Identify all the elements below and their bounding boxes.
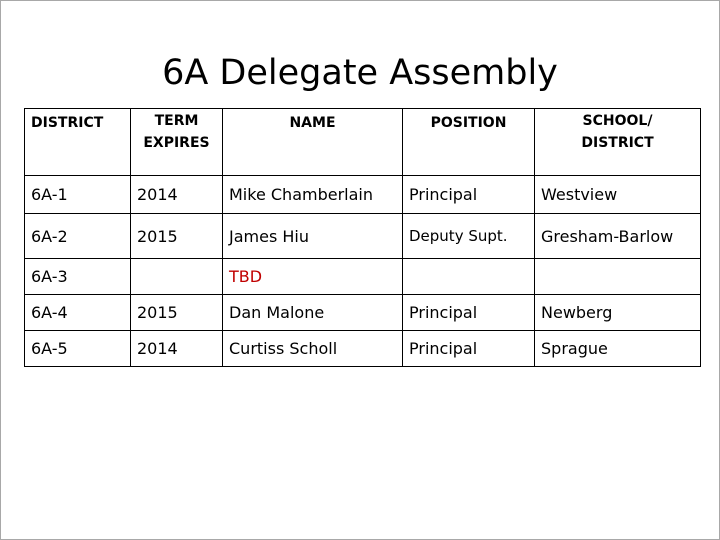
- cell-district: 6A-3: [25, 259, 131, 295]
- delegate-table: [24, 108, 701, 367]
- cell-school: Westview: [535, 176, 701, 214]
- table-row: [25, 259, 701, 295]
- cell-district: 6A-4: [25, 295, 131, 331]
- cell-school: Gresham-Barlow: [535, 214, 701, 259]
- cell-position: Principal: [403, 176, 535, 214]
- header-position: POSITION: [403, 109, 535, 176]
- cell-term: 2015: [131, 295, 223, 331]
- cell-position: Deputy Supt.: [403, 214, 535, 259]
- slide-title: 6A Delegate Assembly: [162, 53, 558, 93]
- table-row: [25, 331, 701, 367]
- header-term-expires: [131, 109, 223, 176]
- header-name: NAME: [223, 109, 403, 176]
- cell-name: Dan Malone: [223, 295, 403, 331]
- cell-name: Curtiss Scholl: [223, 331, 403, 367]
- header-school-line2: DISTRICT: [581, 135, 654, 151]
- header-school-district: [535, 109, 701, 176]
- cell-school: [535, 259, 701, 295]
- table-row: [25, 176, 701, 214]
- cell-district: 6A-2: [25, 214, 131, 259]
- table-row: [25, 214, 701, 259]
- header-school-line1: SCHOOL/: [582, 113, 653, 129]
- cell-term: 2014: [131, 176, 223, 214]
- cell-name: TBD: [223, 259, 403, 295]
- cell-term: 2014: [131, 331, 223, 367]
- cell-school: Newberg: [535, 295, 701, 331]
- cell-school: Sprague: [535, 331, 701, 367]
- cell-name: James Hiu: [223, 214, 403, 259]
- cell-position: Principal: [403, 331, 535, 367]
- cell-position: [403, 259, 535, 295]
- table-header-row: [25, 109, 701, 176]
- header-term-line2: EXPIRES: [143, 135, 210, 151]
- cell-district: 6A-5: [25, 331, 131, 367]
- header-district: DISTRICT: [25, 109, 131, 176]
- cell-district: 6A-1: [25, 176, 131, 214]
- cell-position: Principal: [403, 295, 535, 331]
- table-row: [25, 295, 701, 331]
- header-term-line1: TERM: [154, 113, 199, 129]
- cell-term: [131, 259, 223, 295]
- cell-term: 2015: [131, 214, 223, 259]
- cell-name: Mike Chamberlain: [223, 176, 403, 214]
